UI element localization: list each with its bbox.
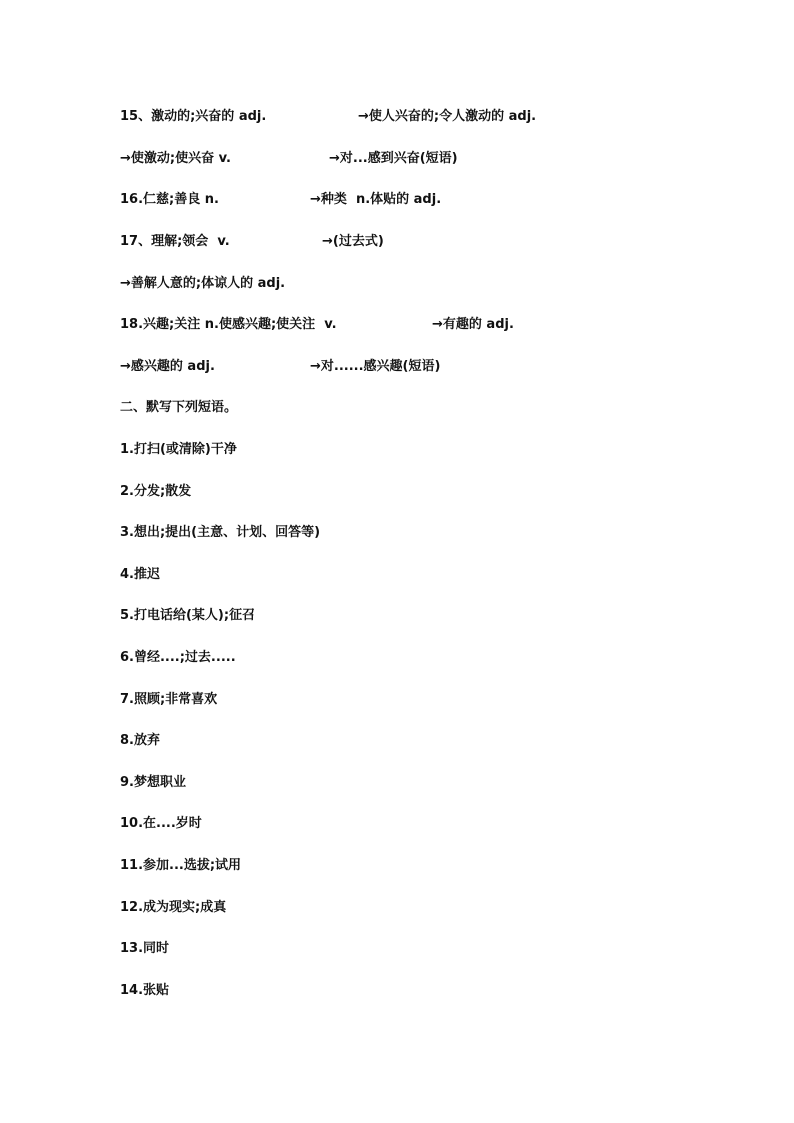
phrase-item-5: 5.打电话给(某人);征召 xyxy=(120,608,256,623)
phrase-item-14: 14.张贴 xyxy=(120,983,170,998)
phrase-item-13: 13.同时 xyxy=(120,941,170,956)
phrase-item-7: 7.照顾;非常喜欢 xyxy=(120,692,218,707)
phrase-item-2: 2.分发;散发 xyxy=(120,484,192,499)
item-15-derived: →使人兴奋的;令人激动的 adj. xyxy=(358,109,537,124)
item-17-line xyxy=(120,232,384,252)
item-17-adj: →善解人意的;体谅人的 adj. xyxy=(120,276,286,291)
section-heading: 二、默写下列短语。 xyxy=(120,400,238,415)
item-15-prompt: 15、激动的;兴奋的 adj. xyxy=(120,109,267,124)
item-16-prompt: 16.仁慈;善良 n. xyxy=(120,192,219,207)
item-15-verb: →使激动;使兴奋 v. xyxy=(120,151,231,166)
item-18-prompt: 18.兴趣;关注 n.使感兴趣;使关注 v. xyxy=(120,317,337,332)
phrase-item-11: 11.参加...选拔;试用 xyxy=(120,858,242,873)
item-15-line xyxy=(120,107,537,127)
item-18-adj: →感兴趣的 adj. xyxy=(120,359,215,374)
item-18-line xyxy=(120,315,514,335)
item-17-past-tense: →(过去式) xyxy=(322,234,384,249)
item-18-phrase: →对......感兴趣(短语) xyxy=(310,359,441,374)
item-17-line-2 xyxy=(120,274,286,294)
phrase-item-8: 8.放弃 xyxy=(120,733,160,748)
item-16-derived: →种类 n.体贴的 adj. xyxy=(310,192,442,207)
phrase-item-6: 6.曾经....;过去..... xyxy=(120,650,236,665)
item-18-derived: →有趣的 adj. xyxy=(432,317,514,332)
item-15-phrase: →对...感到兴奋(短语) xyxy=(329,151,458,166)
phrase-item-10: 10.在....岁时 xyxy=(120,816,202,831)
item-17-prompt: 17、理解;领会 v. xyxy=(120,234,230,249)
phrase-item-4: 4.推迟 xyxy=(120,567,160,582)
phrase-item-1: 1.打扫(或清除)干净 xyxy=(120,442,237,457)
item-18-line-2 xyxy=(120,357,441,377)
item-15-line-2 xyxy=(120,149,458,169)
phrase-item-12: 12.成为现实;成真 xyxy=(120,900,227,915)
item-16-line xyxy=(120,190,442,210)
phrase-item-9: 9.梦想职业 xyxy=(120,775,186,790)
phrase-item-3: 3.想出;提出(主意、计划、回答等) xyxy=(120,525,321,540)
